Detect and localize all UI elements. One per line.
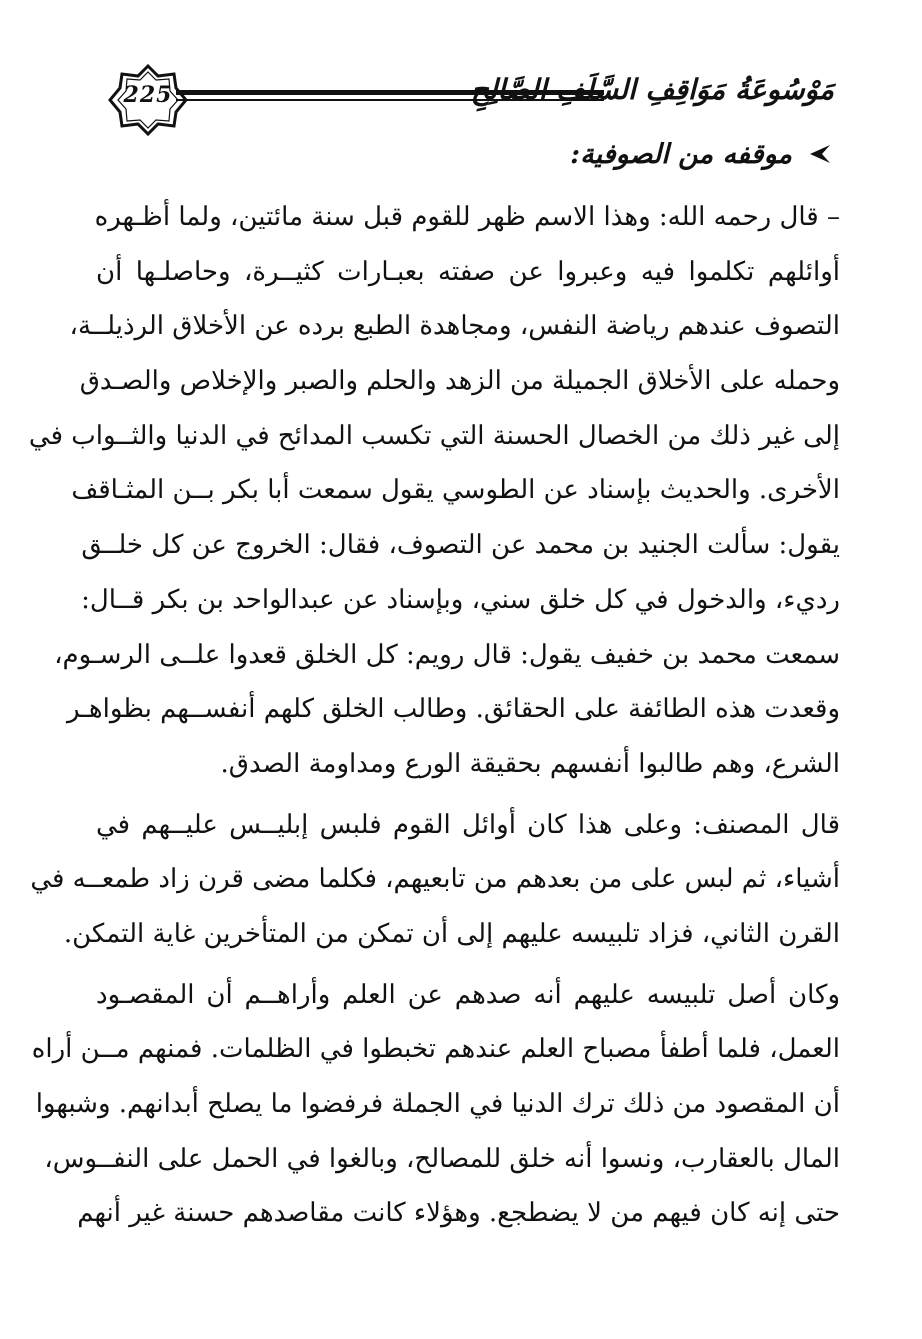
paragraph [31,968,840,1241]
text-line: المال بالعقارب، ونسوا أنه خلق للمصالح، وبالغوا في الحمل على النفــوس، [44,1143,840,1174]
text-line: رديء، والدخول في كل خلق سني، وبإسناد عن عبدالواحد بن بكر قــال: [81,584,840,615]
section-heading-text: موقفه من الصوفية: [570,138,792,170]
text-line: إلى غير ذلك من الخصال الحسنة التي تكسب المدائح في الدنيا والثــواب في [28,420,840,451]
book-title: مَوْسُوعَةُ مَوَاقِفِ السَّلَفِ الصَّالِحِ [470,73,834,106]
body-text [28,190,840,1241]
text-line: وقعدت هذه الطائفة على الحقائق. وطالب الخلق كلهم أنفســهم بظواهـر [66,694,840,725]
text-line: أشياء، ثم لبس على من بعدهم من تابعيهم، فكلما مضى قرن زاد طمعــه في [30,864,840,895]
text-line: وحمله على الأخلاق الجميلة من الزهد والحلم والصبر والإخلاص والصـدق [79,366,840,397]
text-line: القرن الثاني، فزاد تلبيسه عليهم إلى أن تمكن من المتأخرين غاية التمكن. [63,918,840,949]
text-line: يقول: سألت الجنيد بن محمد عن التصوف، فقال: الخروج عن كل خلــق [81,530,840,561]
text-line: الشرع، وهم طالبوا أنفسهم بحقيقة الورع ومداومة الصدق. [220,748,840,779]
text-line: حتى إنه كان فيهم من لا يضطجع. وهؤلاء كانت مقاصدهم حسنة غير أنهم [77,1198,840,1229]
section-heading [570,134,832,174]
text-line: التصوف عندهم رياضة النفس، ومجاهدة الطبع برده عن الأخلاق الرذيلــة، [69,311,840,342]
text-line: العمل، فلما أطفأ مصباح العلم عندهم تخبطوا في الظلمات. فمنهم مــن أراه [31,1034,840,1065]
text-line: أوائلهم تكلموا فيه وعبروا عن صفته بعبـارات كثيــرة، وحاصلـها أن [96,256,840,287]
paragraph [28,190,840,792]
text-line: – قال رحمه الله: وهذا الاسم ظهر للقوم قبل سنة مائتين، ولما أظـهره [94,202,840,232]
text-line: الأخرى. والحديث بإسناد عن الطوسي يقول سمعت أبا بكر بــن المثـاقف [71,475,840,506]
page-number: 225 [123,82,173,108]
text-line: سمعت محمد بن خفيف يقول: قال رويم: كل الخلق قعدوا علــى الرسـوم، [54,639,840,670]
arrowhead-marker-icon [806,141,832,167]
text-line: أن المقصود من ذلك ترك الدنيا في الجملة فرفضوا ما يصلح أبدانهم. وشبهوا [35,1089,840,1119]
text-line: وكان أصل تلبيسه عليهم أنه صدهم عن العلم وأراهــم أن المقصـود [96,979,840,1010]
paragraph [30,798,840,962]
text-line: قال المصنف: وعلى هذا كان أوائل القوم فلبس إبليــس عليــهم في [96,809,840,840]
